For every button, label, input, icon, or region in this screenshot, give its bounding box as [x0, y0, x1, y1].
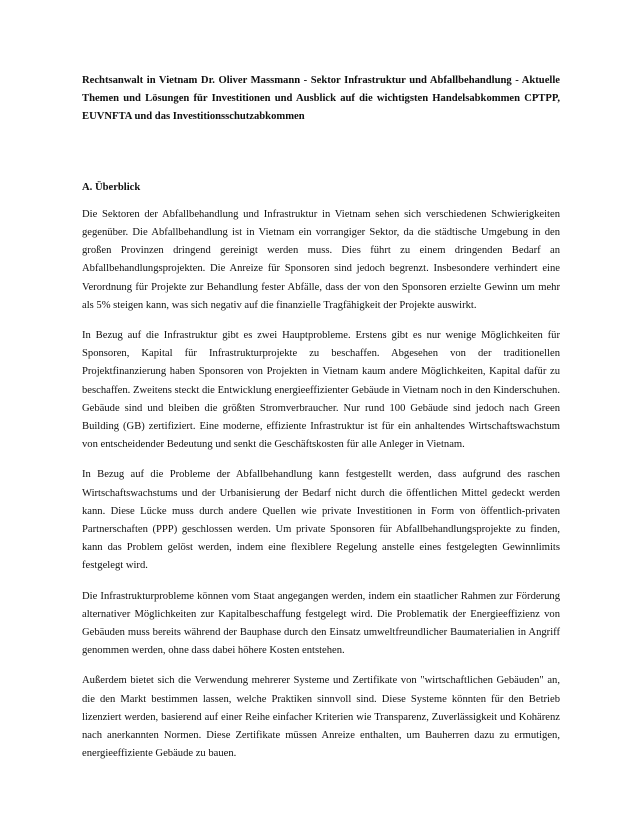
paragraph-state-framework: Die Infrastrukturprobleme können vom Staat angegangen werden, indem ein staatlicher Rahmen zur Förderung alternativer Möglichkeiten zur Kapitalbeschaffung festgelegt wird. Die Problematik der Energieeffizienz von Gebäuden muss bereits während der Bauphase durch den Einsatz umweltfreundlicher Baumaterialien in Angriff genommen werden, ohne dass dabei höhere Kosten entstehen.: [82, 590, 560, 657]
paragraph-certificates: Außerdem bietet sich die Verwendung mehrerer Systeme und Zertifikate von "wirtschaftlichen Gebäuden" an, die den Markt bestimmen lassen, welche Praktiken sinnvoll sind. Diese Systeme könnten für den Betrieb lizenziert werden, basierend auf einer Reihe einfacher Kriterien wie Transparenz, Zuverlässigkeit und Kohärenz nach anerkannten Normen. Diese Zertifikate müssen Anreize enthalten, um Bauherren dazu zu ermutigen, energieeffiziente Gebäude zu bauen.: [82, 675, 560, 760]
paragraph-waste-treatment: In Bezug auf die Probleme der Abfallbehandlung kann festgestellt werden, dass aufgrund des raschen Wirtschaftswachstums und der Urbanisierung der Bedarf nicht durch die öffentlichen Mittel gedeckt werden kann. Diese Lücke muss durch andere Quellen wie private Investitionen in Form von öffentlich-privaten Partnerschaften (PPP) geschlossen werden. Um private Sponsoren für Abfallbehandlungsprojekte zu finden, kann das Problem gelöst werden, indem eine flexiblere Regelung anstelle eines festgelegten Gewinnlimits festgelegt wird.: [82, 469, 560, 572]
document-title: Rechtsanwalt in Vietnam Dr. Oliver Massmann - Sektor Infrastruktur und Abfallbehandlung - Aktuelle Themen und Lösungen für Investitionen und Ausblick auf die wichtigsten Handelsabkommen CPTPP, EUVNFTA und das Investitionsschutzabkommen: [82, 75, 560, 123]
paragraph-infrastructure: In Bezug auf die Infrastruktur gibt es zwei Hauptprobleme. Erstens gibt es nur wenige Möglichkeiten für Sponsoren, Kapital für Infrastrukturprojekte zu beschaffen. Abgesehen von der traditionellen Projektfinanzierung haben Sponsoren von Projekten in Vietnam kaum andere Möglichkeiten, Kapital dafür zu beschaffen. Zweitens steckt die Entwicklung energieeffizienter Gebäude in Vietnam noch in den Kinderschuhen. Gebäude sind und bleiben die größten Stromverbraucher. Nur rund 100 Gebäude sind jedoch nach Green Building (GB) zertifiziert. Eine moderne, effiziente Infrastruktur ist für ein anhaltendes Wirtschaftswachstum von entscheidender Bedeutung und senkt die Geschäftskosten für alle Anleger in Vietnam.: [82, 330, 560, 451]
document-body: [82, 72, 560, 776]
paragraph-overview-1: Die Sektoren der Abfallbehandlung und Infrastruktur in Vietnam sehen sich verschiedenen Schwierigkeiten gegenüber. Die Abfallbehandlung ist in Vietnam ein vorrangiger Sektor, da die städtische Umgebung in den großen Provinzen dringend gereinigt werden muss. Dies führt zu einem dringenden Bedarf an Abfallbehandlungsprojekten. Die Anreize für Sponsoren sind jedoch begrenzt. Insbesondere verhindert eine Verordnung für Projekte zur Behandlung fester Abfälle, dass der von den Sponsoren erzielte Gewinn um mehr als 5% steigen kann, was sich negativ auf die finanzielle Tragfähigkeit der Projekte auswirkt.: [82, 208, 560, 311]
section-heading: A. Überblick: [82, 181, 141, 193]
